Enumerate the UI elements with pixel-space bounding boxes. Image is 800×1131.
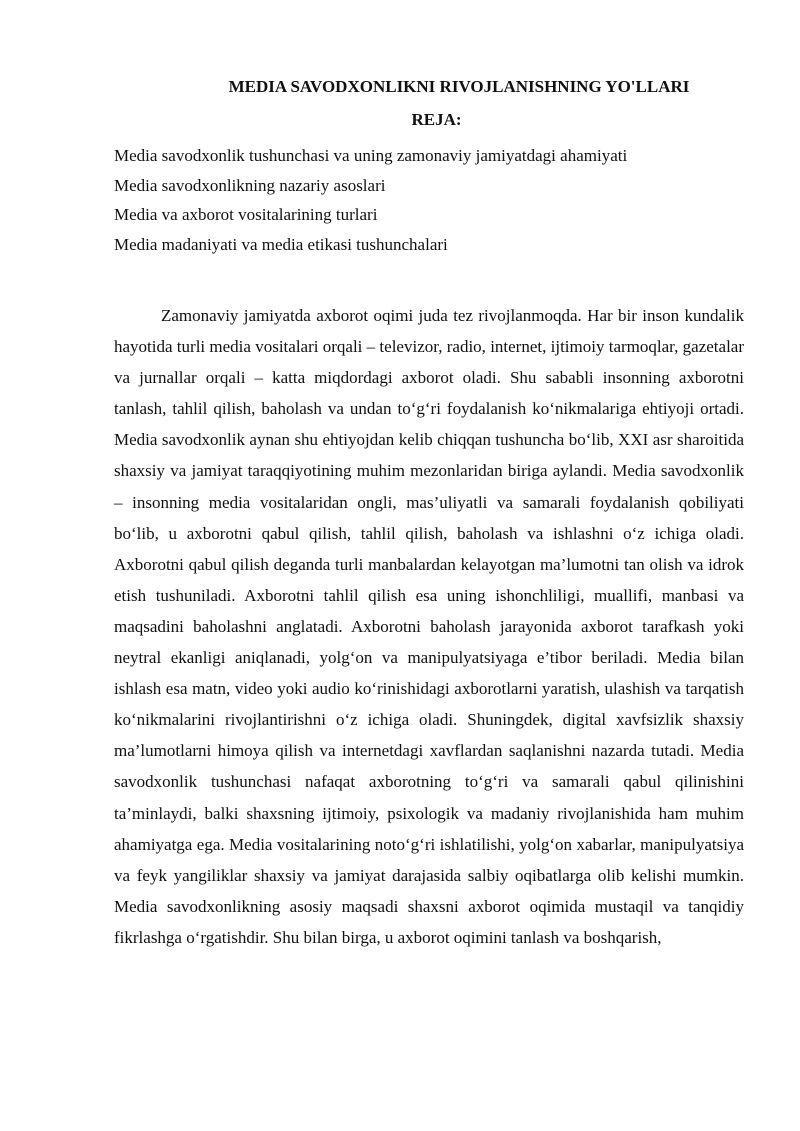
plan-item: Media savodxonlikning nazariy asoslari: [114, 175, 386, 195]
plan-item: Media va axborot vositalarining turlari: [114, 205, 378, 224]
plan-list: [114, 141, 744, 259]
body-paragraph: Zamonaviy jamiyatda axborot oqimi juda tez rivojlanmoqda. Har bir inson kundalik hayotida turli media vositalari orqali – televizor, radio, internet, ijtimoiy tarmoqlar, gazetalar va jurnallar orqali – katta miqdordagi axborot oladi. Shu sababli insonning axborotni tanlash, tahlil qilish, baholash va undan to‘g‘ri foydalanish ko‘nikmalariga ehtiyoji ortadi. Media savodxonlik aynan shu ehtiyojdan kelib chiqqan tushuncha bo‘lib, XXI asr sharoitida shaxsiy va jamiyat taraqqiyotining muhim mezonlaridan biriga aylandi. Media savodxonlik – insonning media vositalaridan ongli, mas’uliyatli va samarali foydalanish qobiliyati bo‘lib, u axborotni qabul qilish, tahlil qilish, baholash va ishlashni o‘z ichiga oladi. Axborotni qabul qilish deganda turli manbalardan kelayotgan ma’lumotni tan olish va idrok etish tushuniladi. Axborotni tahlil qilish esa uning ishonchliligi, muallifi, manbasi va maqsadini baholashni anglatadi. Axborotni baholash jarayonida axborot tarafkash yoki neytral ekanligi aniqlanadi, yolg‘on va manipulyatsiyaga e’tibor beriladi. Media bilan ishlash esa matn, video yoki audio ko‘rinishidagi axborotlarni yaratish, ulashish va tarqatish ko‘nikmalarini rivojlantirishni o‘z ichiga oladi. Shuningdek, digital xavfsizlik shaxsiy ma’lumotlarni himoya qilish va internetdagi xavflardan saqlanishni nazarda tutadi. Media savodxonlik tushunchasi nafaqat axborotning to‘g‘ri va samarali qabul qilinishini ta’minlaydi, balki shaxsning ijtimoiy, psixologik va madaniy rivojlanishida ham muhim ahamiyatga ega. Media vositalarining noto‘g‘ri ishlatilishi, yolg‘on xabarlar, manipulyatsiya va feyk yangiliklar shaxsiy va jamiyat darajasida salbiy oqibatlarga olib kelishi mumkin. Media savodxonlikning asosiy maqsadi shaxsni axborot oqimida mustaqil va tanqidiy fikrlashga o‘rgatishdir. Shu bilan birga, u axborot oqimini tanlash va boshqarish,: [114, 306, 744, 947]
document-title: MEDIA SAVODXONLIKNI RIVOJLANISHNING YO'LLARI: [228, 77, 690, 96]
plan-item: Media savodxonlik tushunchasi va uning zamonaviy jamiyatdagi ahamiyati: [114, 146, 628, 165]
plan-heading: REJA:: [411, 110, 462, 129]
plan-item: Media madaniyati va media etikasi tushunchalari: [114, 234, 448, 254]
